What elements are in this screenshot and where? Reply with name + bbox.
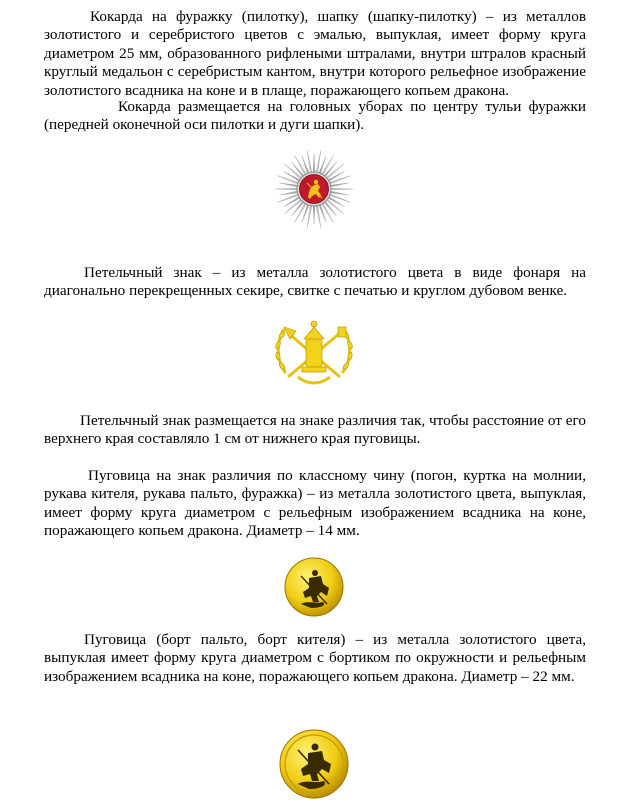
small-button-description: Пуговица на знак различия по классному чину (погон, куртка на молнии, рукава кителя, рукава пальто, фуражка) – из металла золотистого цвета, выпуклая, имеет форму круга диаметром с рельефным изображением всадника на коне, поражающего копьем дракона. Диаметр – 14 мм. — [44, 467, 586, 540]
small-button-image — [283, 556, 345, 618]
cockade-ray — [280, 191, 299, 195]
large-button-image — [278, 724, 350, 800]
cockade-placement: Кокарда размещается на головных уборах по центру тульи фуражки (передней оконечной оси пилотки и дуги шапки). — [44, 98, 586, 134]
cockade-ray — [313, 205, 315, 224]
cockade-image — [274, 149, 354, 229]
large-button-description: Пуговица (борт пальто, борт кителя) – из металла золотистого цвета, выпуклая имеет форму круга диаметром с бортиком по окружности и рельефным изображением всадника на коне, поражающего копьем дракона. Диаметр – 22 мм. — [44, 631, 586, 685]
cockade-ray — [280, 183, 299, 187]
cockade-ray — [275, 188, 298, 190]
emblem-placement: Петельчный знак размещается на знаке различия так, чтобы расстояние от его верхнего края составляло 1 см от нижнего края пуговицы. — [44, 412, 586, 448]
cockade-ray — [330, 191, 349, 195]
cockade-ray — [330, 183, 349, 187]
emblem-description: Петельчный знак – из металла золотистого цвета в виде фонаря на диагонально перекрещенных секире, свитке с печатью и круглом дубовом венке. — [44, 264, 586, 300]
lapel-emblem-image — [268, 311, 360, 391]
cockade-ray — [330, 188, 353, 190]
cockade-description: Кокарда на фуражку (пилотку), шапку (шапку-пилотку) – из металлов золотистого и серебристого цветов с эмалью, выпуклая, имеет форму круга диаметром 25 мм, образованного рифлеными штралами, внутри штралов красный круглый медальон с серебристым кантом, внутри которого рельефное изображение золотистого всадника на коне и в плаще, поражающего копьем дракона. — [44, 8, 586, 99]
cockade-ray — [313, 154, 315, 173]
